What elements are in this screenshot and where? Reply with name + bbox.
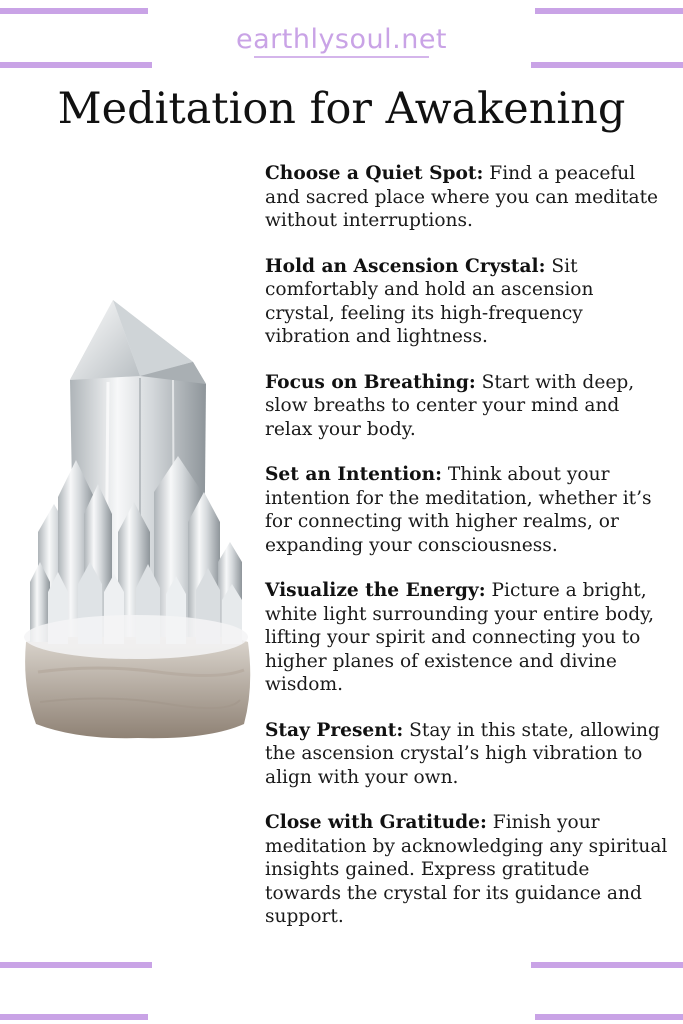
step-heading: Hold an Ascension Crystal: [265, 255, 546, 277]
bottom-left-bar-1 [0, 962, 152, 968]
step-item [265, 463, 669, 557]
step-heading: Focus on Breathing: [265, 371, 476, 393]
step-item [265, 371, 669, 442]
bottom-right-bar-2 [535, 1014, 683, 1020]
step-item [265, 811, 669, 929]
step-text: Picture a bright, white light surrounding your entire body, lifting your spirit and connecting you to higher planes of existence and divine wisdom. [265, 580, 655, 695]
step-text: Find a peaceful and sacred place where you can meditate without interruptions. [265, 163, 659, 231]
step-text: Think about your intention for the meditation, whether it’s for connecting with higher realms, or expanding your consciousness. [265, 464, 652, 556]
brand-name: earthlysoul.net [235, 24, 448, 55]
step-item [265, 255, 669, 349]
step-heading: Close with Gratitude: [265, 812, 487, 833]
brand-logo[interactable] [0, 24, 683, 58]
crystal-image [18, 292, 253, 740]
top-left-bar-2 [0, 62, 152, 68]
bottom-right-bar-1 [531, 962, 683, 968]
crystal-illustration-icon [18, 292, 253, 740]
brand-underline [254, 56, 429, 58]
bottom-left-bar-2 [0, 1014, 148, 1020]
step-heading: Stay Present: [265, 719, 404, 741]
step-text: Start with deep, slow breaths to center your mind and relax your body. [265, 371, 635, 440]
top-right-bar-1 [535, 8, 683, 14]
step-heading: Visualize the Energy: [265, 580, 486, 601]
steps-list [265, 162, 669, 951]
step-text: Stay in this state, allowing the ascension crystal’s high vibration to align with your own. [265, 719, 660, 788]
step-text: Sit comfortably and hold an ascension crystal, feeling its high-frequency vibration and lightness. [265, 255, 594, 347]
step-heading: Choose a Quiet Spot: [265, 163, 484, 184]
top-right-bar-2 [531, 62, 683, 68]
step-item [265, 579, 669, 697]
step-item [265, 719, 669, 790]
step-text: Finish your meditation by acknowledging any spiritual insights gained. Express gratitude towards the crystal for its guidance and support. [265, 812, 668, 927]
step-item [265, 162, 669, 233]
top-left-bar-1 [0, 8, 148, 14]
page-title: Meditation for Awakening [57, 84, 626, 134]
step-heading: Set an Intention: [265, 464, 442, 485]
